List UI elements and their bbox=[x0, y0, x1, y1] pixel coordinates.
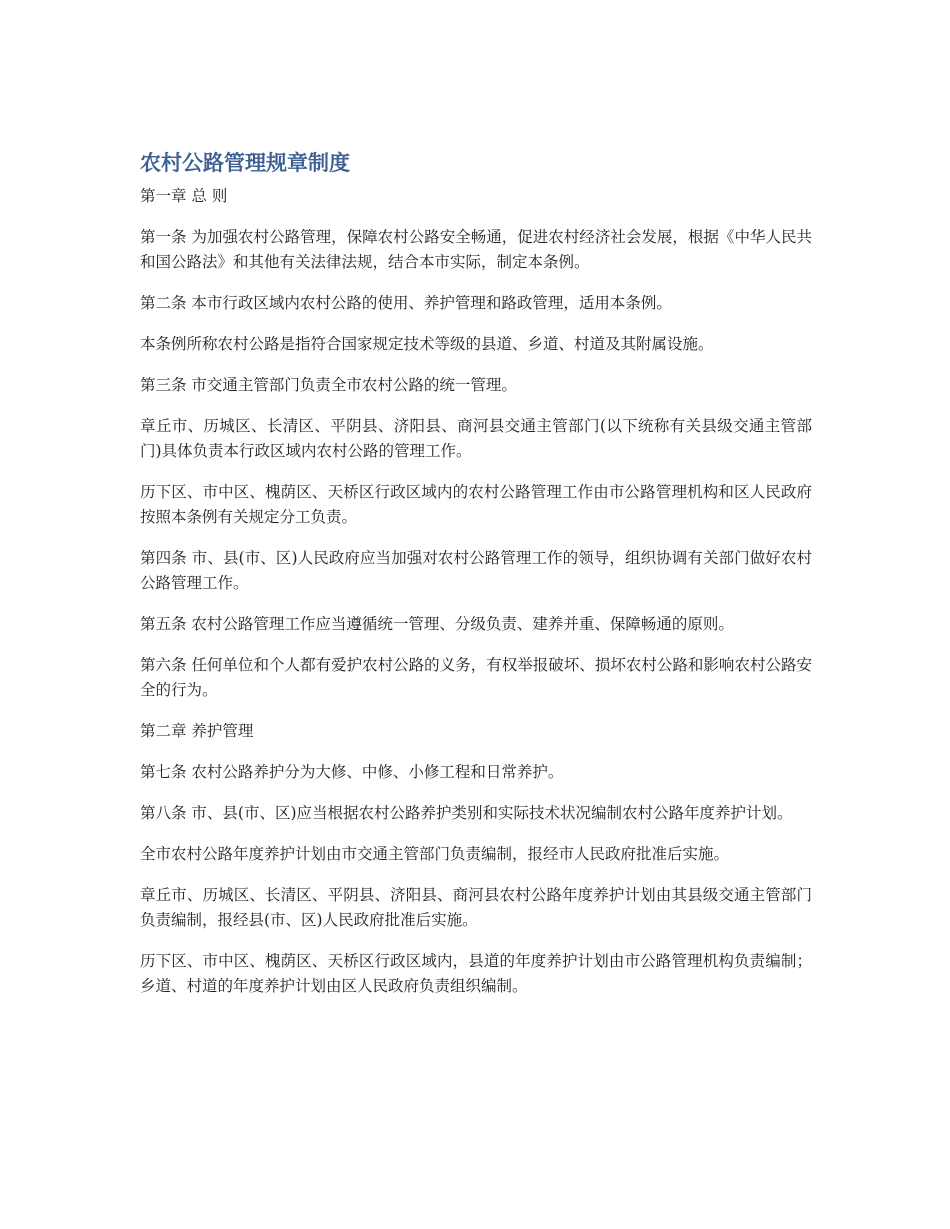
paragraph: 第七条 农村公路养护分为大修、中修、小修工程和日常养护。 bbox=[140, 763, 564, 781]
paragraph: 第八条 市、县(市、区)应当根据农村公路养护类别和实际技术状况编制农村公路年度养护计划。 bbox=[140, 804, 793, 822]
paragraph: 章丘市、历城区、长清区、平阴县、济阳县、商河县农村公路年度养护计划由其县级交通主管部门负责编制，报经县(市、区)人民政府批准后实施。 bbox=[140, 886, 812, 929]
paragraph: 第三条 市交通主管部门负责全市农村公路的统一管理。 bbox=[140, 376, 517, 394]
paragraph: 历下区、市中区、槐荫区、天桥区行政区域内的农村公路管理工作由市公路管理机构和区人民政府按照本条例有关规定分工负责。 bbox=[140, 483, 812, 526]
paragraph: 第二条 本市行政区域内农村公路的使用、养护管理和路政管理，适用本条例。 bbox=[140, 294, 672, 312]
document-page bbox=[140, 148, 812, 1015]
document-title: 农村公路管理规章制度 bbox=[140, 151, 350, 175]
paragraph: 本条例所称农村公路是指符合国家规定技术等级的县道、乡道、村道及其附属设施。 bbox=[140, 335, 714, 353]
paragraph: 第五条 农村公路管理工作应当遵循统一管理、分级负责、建养并重、保障畅通的原则。 bbox=[140, 615, 734, 633]
paragraph: 第六条 任何单位和个人都有爱护农村公路的义务，有权举报破坏、损坏农村公路和影响农村公路安全的行为。 bbox=[140, 656, 812, 699]
paragraph: 第一条 为加强农村公路管理，保障农村公路安全畅通，促进农村经济社会发展，根据《中华人民共和国公路法》和其他有关法律法规，结合本市实际，制定本条例。 bbox=[140, 228, 812, 271]
chapter-heading-1: 第一章 总 则 bbox=[140, 187, 228, 205]
chapter-heading-2: 第二章 养护管理 bbox=[140, 722, 254, 740]
paragraph: 历下区、市中区、槐荫区、天桥区行政区域内，县道的年度养护计划由市公路管理机构负责编制；乡道、村道的年度养护计划由区人民政府负责组织编制。 bbox=[140, 952, 812, 995]
paragraph: 章丘市、历城区、长清区、平阴县、济阳县、商河县交通主管部门(以下统称有关县级交通主管部门)具体负责本行政区域内农村公路的管理工作。 bbox=[140, 417, 812, 460]
paragraph: 第四条 市、县(市、区)人民政府应当加强对农村公路管理工作的领导，组织协调有关部门做好农村公路管理工作。 bbox=[140, 549, 812, 592]
paragraph: 全市农村公路年度养护计划由市交通主管部门负责编制，报经市人民政府批准后实施。 bbox=[140, 845, 730, 863]
